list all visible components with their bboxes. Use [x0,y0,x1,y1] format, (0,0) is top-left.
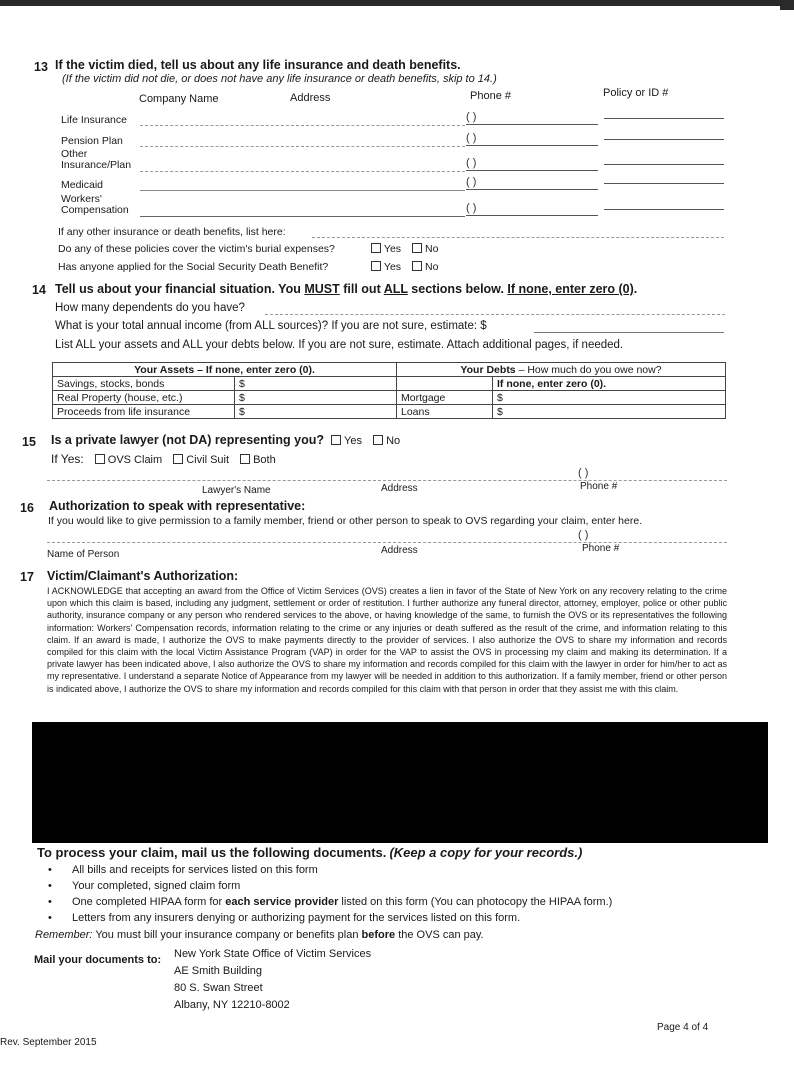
ss-no-option[interactable]: No [412,261,438,273]
section-14-number: 14 [32,283,46,297]
workers-comp-phone-field[interactable] [466,215,598,216]
both-option[interactable]: Both [240,454,276,466]
col-phone: Phone # [470,90,511,102]
col-address: Address [290,92,331,104]
debt-loans-value[interactable]: $ [493,405,726,419]
section-17-number: 17 [20,570,34,584]
pension-plan-phone-field[interactable] [466,145,598,146]
row-label-pension-plan: Pension Plan [61,135,123,147]
pension-plan-company-field[interactable] [140,146,465,147]
person-phone-placeholder: ( ) [578,529,589,541]
debts-header: Your Debts – How much do you owe now? [397,363,726,377]
medicaid-company-field[interactable] [140,190,465,191]
checkbox-icon[interactable] [331,435,341,445]
section-17-title: Victim/Claimant's Authorization: [47,569,239,583]
section-15-title: Is a private lawyer (not DA) representing you? [51,433,324,447]
section-16-title: Authorization to speak with representative: [49,499,306,513]
life-insurance-phone-field[interactable] [466,124,598,125]
mailing-heading: To process your claim, mail us the following documents. (Keep a copy for your records.) [37,845,583,860]
debts-blank-cell [397,377,493,391]
lawyer-no-option[interactable]: No [373,435,400,447]
checklist-item: • Letters from any insurers denying or authorizing payment for the services listed on this form. [48,910,612,926]
burial-question-row [58,243,446,255]
workers-comp-company-field[interactable] [140,216,465,217]
other-insurance-phone-placeholder: ( ) [466,157,477,169]
authorization-text: I ACKNOWLEDGE that accepting an award from the Office of Victim Services (OVS) creates a lien in favor of the State of New York on any recovery relating to the crime upon which this claim is based, including any judgment, settlement or order of restitution. I further authorize any funeral director, attorney, employer, police or other public authority, insurance company or any person who rendered services to the above, or having knowledge of the same, to furnish the OVS or its representatives the following information: Workers' Compensation records, information relating to the crime or any injuries or death suffered as the result of the crime, and information relating to this claim. If an award is made, I authorize the OVS to make payments directly to the provider of services. I also authorize the OVS to share my information and records compiled for this claim with the local Victim Assistance Program (VAP) in order for the VAP to assist the OVS in processing my claim and making its determination. If a private lawyer has been indicated above, I also authorize the OVS to share my information and records compiled for this claim with the lawyer in order for him/her to act as my representative. I understand a separate Notice of Appearance from my lawyer will be needed in addition to this authorization. If a family member, friend or other person is indicated above, I authorize the OVS to share my information and records compiled for this claim with that person in order that they assist me with this claim. [47,586,727,694]
workers-comp-policy-field[interactable] [604,209,724,210]
burial-question: Do any of these policies cover the victim's burial expenses? [58,243,335,255]
checkbox-icon[interactable] [240,454,250,464]
life-insurance-company-field[interactable] [140,125,465,126]
other-benefits-field[interactable] [312,237,724,238]
scan-edge-corner [780,0,794,10]
section-16-number: 16 [20,501,34,515]
life-insurance-phone-placeholder: ( ) [466,111,477,123]
section-16-instruction: If you would like to give permission to a family member, friend or other person to speak to OVS regarding your claim, enter here. [48,515,643,527]
medicaid-phone-placeholder: ( ) [466,176,477,188]
checkbox-icon[interactable] [412,261,422,271]
section-13-subtitle: (If the victim did not die, or does not have any life insurance or death benefits, skip to 14.) [62,73,497,85]
row-label-medicaid: Medicaid [61,179,104,191]
row-label-life-insurance: Life Insurance [61,114,127,126]
dependents-field[interactable] [265,314,725,315]
checkbox-icon[interactable] [412,243,422,253]
debt-mortgage-value[interactable]: $ [493,391,726,405]
burial-yes-option[interactable]: Yes [371,243,401,255]
debt-label: Mortgage [397,391,493,405]
dependents-question: How many dependents do you have? [55,302,245,314]
asset-label: Proceeds from life insurance [53,405,235,419]
row-label-other-insurance: Other Insurance/Plan [61,148,132,171]
lawyer-yes-option[interactable]: Yes [331,435,362,447]
asset-label: Savings, stocks, bonds [53,377,235,391]
section-14-title: Tell us about your financial situation. You MUST fill out ALL sections below. If none, enter zero (0). [55,282,638,296]
section-13-title: If the victim died, tell us about any life insurance and death benefits. [55,58,461,72]
section-13-number: 13 [34,60,48,74]
col-policy-id: Policy or ID # [603,87,669,99]
civil-suit-option[interactable]: Civil Suit [173,454,229,466]
asset-real-property-value[interactable]: $ [235,391,397,405]
income-question: What is your total annual income (from ALL sources)? If you are not sure, estimate: $ [55,320,487,332]
checklist-item: • All bills and receipts for services listed on this form [48,862,612,878]
checklist-item: • One completed HIPAA form for each service provider listed on this form (You can photocopy the HIPAA form.) [48,894,612,910]
mailing-address: New York State Office of Victim Services AE Smith Building 80 S. Swan Street Albany, NY 12210-8002 [174,948,372,1011]
medicaid-policy-field[interactable] [604,183,724,184]
list-instruction: List ALL your assets and ALL your debts below. If you are not sure, estimate. Attach additional pages, if needed. [55,339,624,351]
ss-yes-option[interactable]: Yes [371,261,401,273]
other-insurance-policy-field[interactable] [604,164,724,165]
revision-date: Rev. September 2015 [0,1037,97,1048]
lawyer-phone-placeholder: ( ) [578,467,589,479]
col-company-name: Company Name [139,93,219,105]
lawyer-question-row [51,433,408,447]
assets-header: Your Assets – If none, enter zero (0). [53,363,397,377]
lawyer-address-label: Address [381,483,418,494]
checklist-item: • Your completed, signed claim form [48,878,612,894]
section-15-number: 15 [22,435,36,449]
checkbox-icon[interactable] [173,454,183,464]
checkbox-icon[interactable] [371,261,381,271]
asset-savings-value[interactable]: $ [235,377,397,391]
ovs-claim-option[interactable]: OVS Claim [95,454,162,466]
pension-plan-policy-field[interactable] [604,139,724,140]
lawyer-type-row [51,452,284,466]
person-address-label: Address [381,545,418,556]
document-checklist [48,862,612,926]
life-insurance-policy-field[interactable] [604,118,724,119]
other-insurance-phone-field[interactable] [466,170,598,171]
lawyer-name-label: Lawyer's Name [202,485,271,496]
other-insurance-company-field[interactable] [140,171,465,172]
lawyer-phone-label: Phone # [580,481,618,492]
person-info-field[interactable] [47,542,727,543]
if-yes-label: If Yes: [51,452,84,466]
remember-note: Remember: You must bill your insurance company or benefits plan before the OVS can pay. [35,929,484,941]
redacted-block [32,722,768,843]
ss-question-row [58,261,446,273]
mail-to-label: Mail your documents to: [34,954,162,966]
checkbox-icon[interactable] [373,435,383,445]
row-label-workers-comp: Workers' Compensation [61,193,129,216]
medicaid-phone-field[interactable] [466,189,598,190]
scan-edge-top [0,0,794,6]
asset-label: Real Property (house, etc.) [53,391,235,405]
checkbox-icon[interactable] [95,454,105,464]
income-field[interactable] [534,332,724,333]
checkbox-icon[interactable] [371,243,381,253]
burial-no-option[interactable]: No [412,243,438,255]
lawyer-info-field[interactable] [47,480,727,481]
pension-plan-phone-placeholder: ( ) [466,132,477,144]
asset-life-insurance-value[interactable]: $ [235,405,397,419]
person-name-label: Name of Person [47,549,120,560]
debt-label: Loans [397,405,493,419]
page-number: Page 4 of 4 [657,1022,709,1033]
workers-comp-phone-placeholder: ( ) [466,202,477,214]
ss-question: Has anyone applied for the Social Security Death Benefit? [58,261,329,273]
assets-debts-table [52,362,726,419]
debts-subheader: If none, enter zero (0). [493,377,726,391]
person-phone-label: Phone # [582,543,620,554]
other-benefits-label: If any other insurance or death benefits, list here: [58,226,286,238]
